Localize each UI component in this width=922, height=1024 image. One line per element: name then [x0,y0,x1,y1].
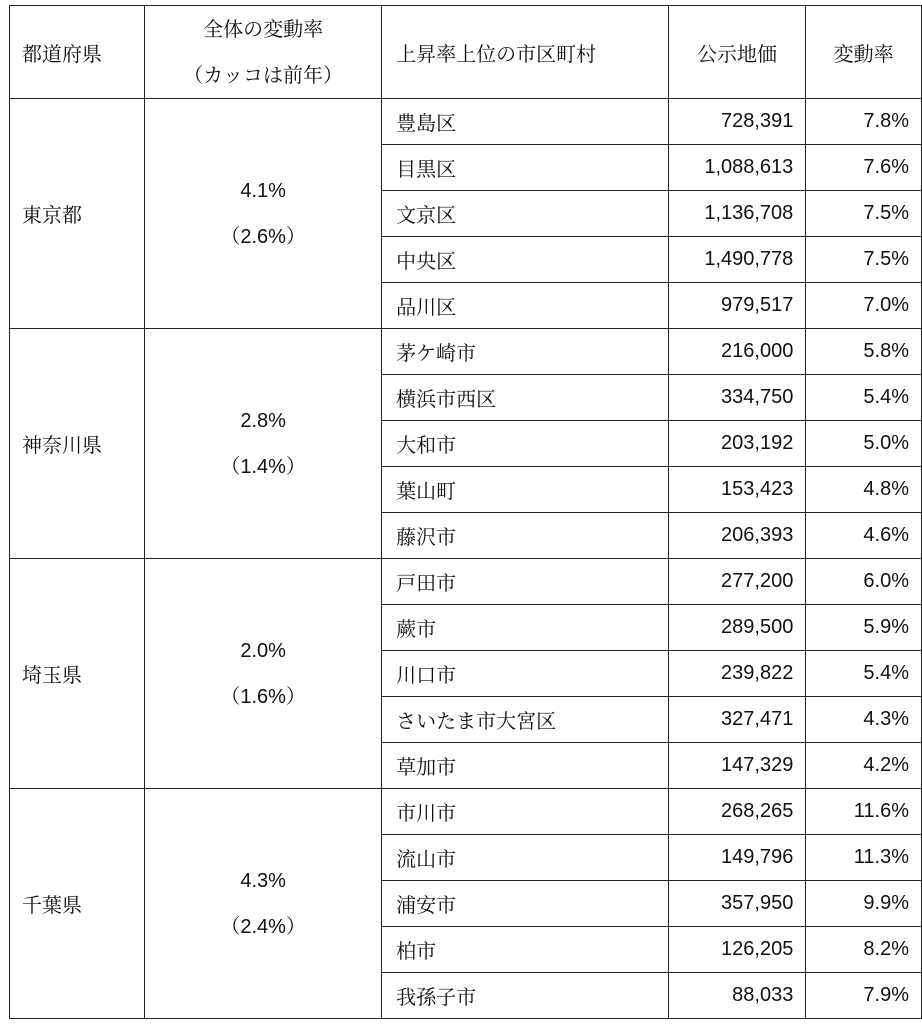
city-cell: 文京区 [382,191,668,237]
change-rate-cell: 7.5% [806,237,922,283]
city-cell: 目黒区 [382,145,668,191]
land-price-cell: 147,329 [668,743,806,789]
change-rate-cell: 11.3% [806,835,922,881]
change-rate-cell: 4.2% [806,743,922,789]
change-rate-cell: 7.9% [806,973,922,1019]
overall-rate-cell [145,329,382,559]
previous-year-rate: （2.4%） [220,915,306,938]
change-rate-cell: 5.4% [806,651,922,697]
city-cell: 柏市 [382,927,668,973]
overall-rate-cell [145,99,382,329]
change-rate-cell: 5.8% [806,329,922,375]
land-price-cell: 979,517 [668,283,806,329]
land-price-cell: 289,500 [668,605,806,651]
change-rate-cell: 9.9% [806,881,922,927]
city-cell: 大和市 [382,421,668,467]
header-overall-rate-line1: 全体の変動率 [203,17,324,41]
previous-year-rate: （2.6%） [220,225,306,248]
city-cell: 横浜市西区 [382,375,668,421]
overall-rate-value: 2.0% [240,639,286,662]
change-rate-cell: 6.0% [806,559,922,605]
header-overall-rate [145,6,382,99]
change-rate-cell: 11.6% [806,789,922,835]
change-rate-cell: 5.9% [806,605,922,651]
land-price-cell: 357,950 [668,881,806,927]
header-top-cities: 上昇率上位の市区町村 [382,6,668,99]
city-cell: 葉山町 [382,467,668,513]
prefecture-cell: 埼玉県 [10,559,145,789]
land-price-cell: 1,136,708 [668,191,806,237]
city-cell: 川口市 [382,651,668,697]
prefecture-cell: 神奈川県 [10,329,145,559]
prefecture-cell: 千葉県 [10,789,145,1019]
land-price-cell: 206,393 [668,513,806,559]
city-cell: 市川市 [382,789,668,835]
city-cell: 浦安市 [382,881,668,927]
previous-year-rate: （1.6%） [220,685,306,708]
city-cell: 茅ケ崎市 [382,329,668,375]
overall-rate-value: 4.3% [240,869,286,892]
table-row [10,329,922,375]
land-price-cell: 327,471 [668,697,806,743]
land-price-cell: 334,750 [668,375,806,421]
header-overall-rate-line2: （カッコは前年） [183,63,344,87]
overall-rate-cell [145,559,382,789]
table-body [10,99,922,1019]
table-row [10,789,922,835]
overall-rate-value: 4.1% [240,179,286,202]
header-prefecture: 都道府県 [10,6,145,99]
land-price-cell: 126,205 [668,927,806,973]
change-rate-cell: 4.3% [806,697,922,743]
land-price-cell: 1,490,778 [668,237,806,283]
previous-year-rate: （1.4%） [220,455,306,478]
change-rate-cell: 7.6% [806,145,922,191]
change-rate-cell: 5.0% [806,421,922,467]
header-change-rate: 変動率 [806,6,922,99]
change-rate-cell: 8.2% [806,927,922,973]
land-price-cell: 88,033 [668,973,806,1019]
land-price-table [9,5,922,1019]
prefecture-cell: 東京都 [10,99,145,329]
land-price-cell: 239,822 [668,651,806,697]
land-price-cell: 277,200 [668,559,806,605]
land-price-cell: 203,192 [668,421,806,467]
table-row [10,99,922,145]
overall-rate-value: 2.8% [240,409,286,432]
land-price-cell: 268,265 [668,789,806,835]
city-cell: 蕨市 [382,605,668,651]
city-cell: 我孫子市 [382,973,668,1019]
city-cell: 品川区 [382,283,668,329]
header-land-price: 公示地価 [668,6,806,99]
city-cell: 藤沢市 [382,513,668,559]
city-cell: 中央区 [382,237,668,283]
city-cell: 戸田市 [382,559,668,605]
table-row [10,559,922,605]
land-price-cell: 149,796 [668,835,806,881]
change-rate-cell: 7.8% [806,99,922,145]
change-rate-cell: 4.8% [806,467,922,513]
land-price-cell: 216,000 [668,329,806,375]
land-price-cell: 728,391 [668,99,806,145]
change-rate-cell: 5.4% [806,375,922,421]
land-price-cell: 1,088,613 [668,145,806,191]
city-cell: さいたま市大宮区 [382,697,668,743]
city-cell: 豊島区 [382,99,668,145]
land-price-cell: 153,423 [668,467,806,513]
city-cell: 流山市 [382,835,668,881]
change-rate-cell: 4.6% [806,513,922,559]
change-rate-cell: 7.5% [806,191,922,237]
header-row [10,6,922,99]
change-rate-cell: 7.0% [806,283,922,329]
overall-rate-cell [145,789,382,1019]
city-cell: 草加市 [382,743,668,789]
